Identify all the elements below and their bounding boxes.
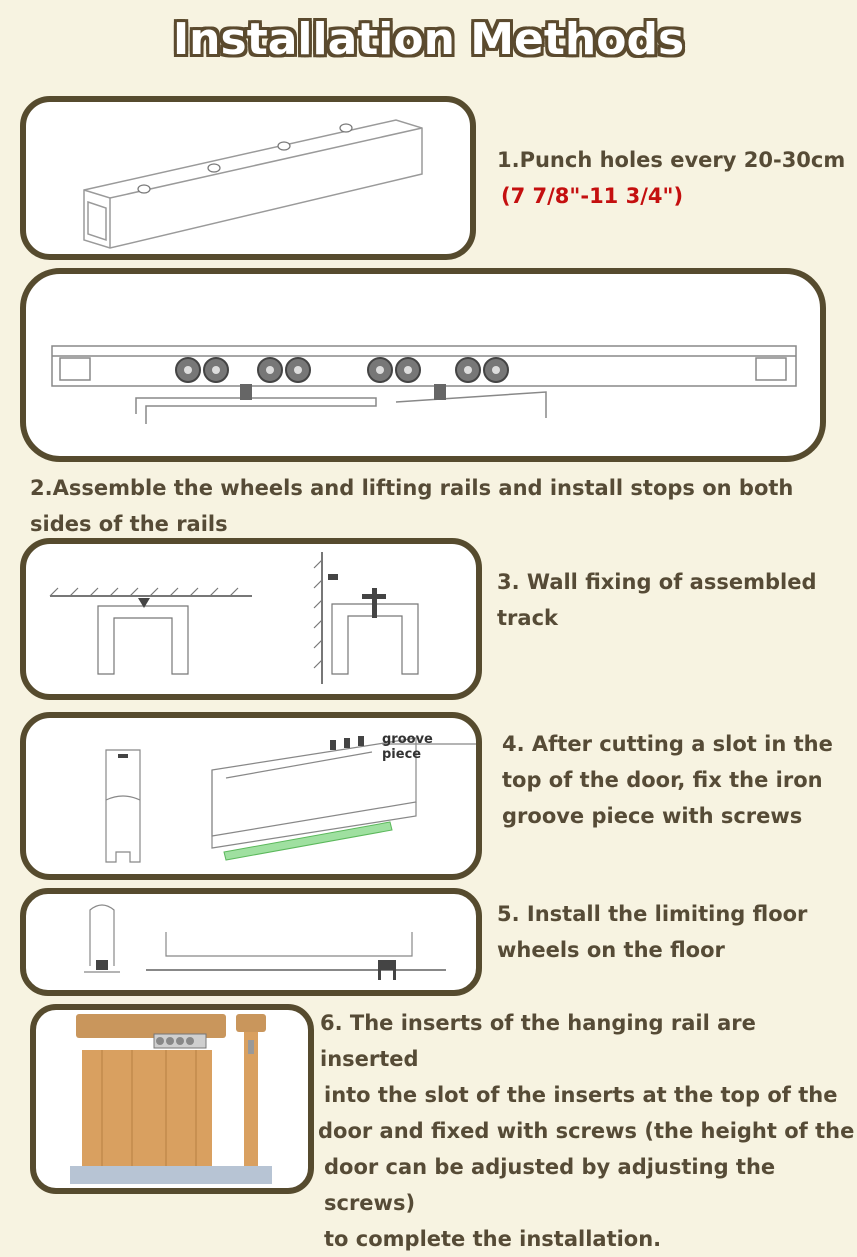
step-4-line-2: top of the door, fix the iron <box>502 768 823 792</box>
step-4-text <box>502 726 833 834</box>
step-1-illustration-panel <box>20 96 476 260</box>
step-4-illustration-panel <box>20 712 482 880</box>
step-6-line-3: door and fixed with screws (the height of the <box>318 1119 855 1143</box>
step-3-line-1: 3. Wall fixing of assembled <box>497 570 817 594</box>
groove-piece-label: groove piece <box>382 732 433 762</box>
step-5-line-2: wheels on the floor <box>497 938 725 962</box>
floor-wheel-illustration <box>26 894 476 990</box>
step-2-illustration-panel <box>20 268 826 462</box>
step-6-line-5: to complete the installation. <box>324 1227 662 1251</box>
step-3-line-2: track <box>497 606 558 630</box>
step-4-line-3: groove piece with screws <box>502 804 803 828</box>
step-2-line-1: 2.Assemble the wheels and lifting rails and install stops on both <box>30 476 794 500</box>
step-2-text <box>30 470 793 542</box>
page-title: Installation Methods <box>172 14 685 65</box>
step-6-line-4: door can be adjusted by adjusting the screws) <box>324 1155 776 1215</box>
step-3-illustration-panel <box>20 538 482 700</box>
door-installation-illustration <box>36 1010 308 1188</box>
step-5-text <box>497 896 807 968</box>
step-6-illustration-panel <box>30 1004 314 1194</box>
step-1-line-1: 1.Punch holes every 20-30cm <box>497 148 846 172</box>
step-4-line-1: 4. After cutting a slot in the <box>502 732 833 756</box>
step-6-line-1: 6. The inserts of the hanging rail are inserted <box>320 1011 756 1071</box>
step-2-line-2: sides of the rails <box>30 512 228 536</box>
wheel-assembly-illustration <box>26 274 820 456</box>
step-5-illustration-panel <box>20 888 482 996</box>
rail-profile-illustration <box>26 102 470 254</box>
step-1-text <box>497 142 845 214</box>
step-6-text <box>318 1005 857 1257</box>
step-5-line-1: 5. Install the limiting floor <box>497 902 808 926</box>
step-3-text <box>497 564 816 636</box>
step-1-measurement: (7 7/8"-11 3/4") <box>501 184 684 208</box>
wall-fixing-illustration <box>26 544 476 694</box>
step-6-line-2: into the slot of the inserts at the top of the <box>324 1083 838 1107</box>
